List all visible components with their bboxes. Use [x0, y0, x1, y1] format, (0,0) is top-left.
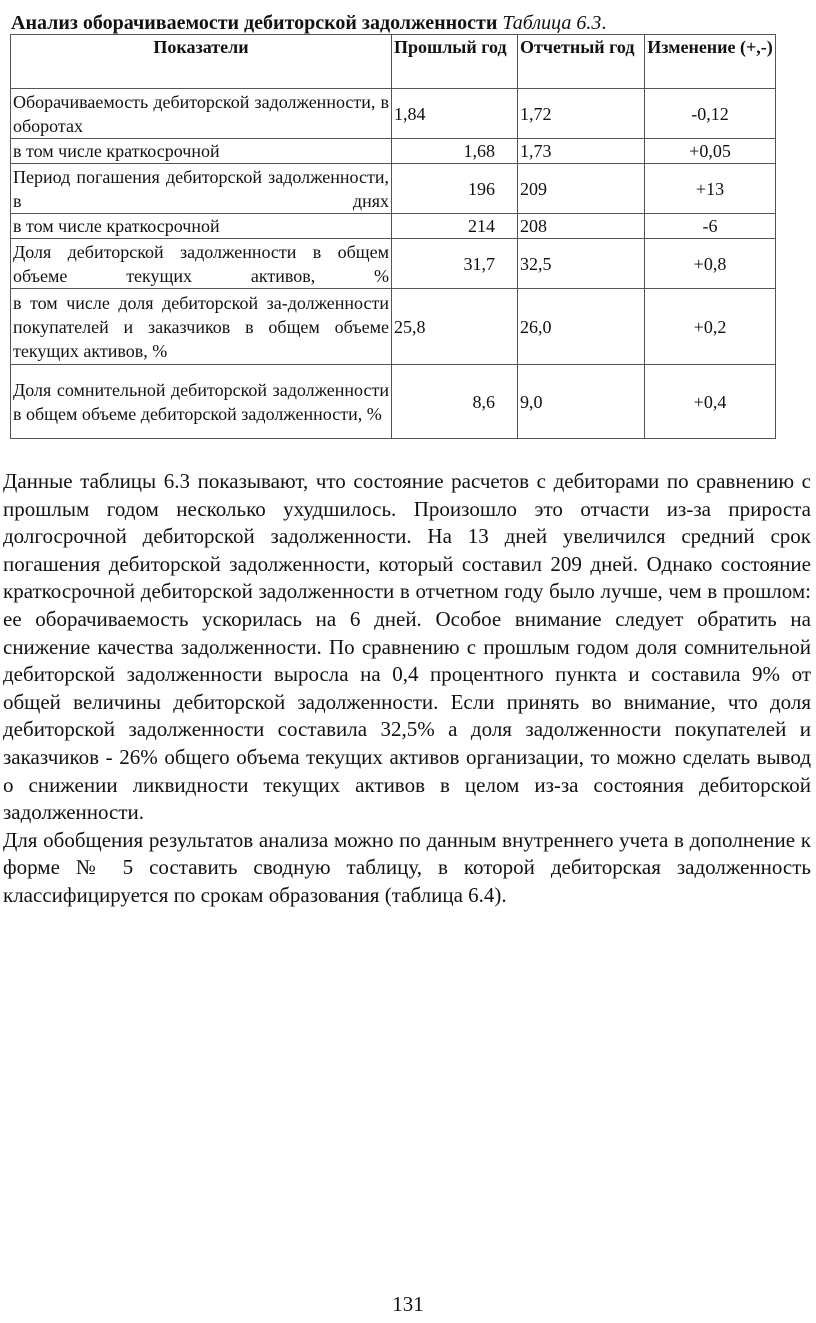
row-change-value: +0,8: [645, 239, 776, 289]
table-row: [11, 365, 776, 439]
row-prev-value: 25,8: [392, 289, 518, 365]
table-title-end: .: [601, 12, 607, 34]
table-row: [11, 89, 776, 139]
row-label: Доля дебиторской задолженности в общем объеме текущих активов, %: [11, 239, 392, 289]
table-row: [11, 139, 776, 164]
table-number: Таблица 6.3: [502, 12, 602, 34]
header-change: Изменение (+,-): [645, 35, 776, 89]
row-current-value: 209: [518, 164, 645, 214]
row-change-value: +0,4: [645, 365, 776, 439]
row-current-value: 1,72: [518, 89, 645, 139]
row-prev-value: 196: [392, 164, 518, 214]
row-current-value: 208: [518, 214, 645, 239]
row-change-value: +0,2: [645, 289, 776, 365]
paragraph: Для обобщения результатов анализа можно по данным внутреннего учета в дополнение к форме № 5 составить сводную таблицу, в которой дебиторская задолженность классифицируется по срокам образования (таблица 6.4).: [3, 827, 811, 907]
row-current-value: 1,73: [518, 139, 645, 164]
row-prev-value: 1,68: [392, 139, 518, 164]
header-indicator: Показатели: [11, 35, 392, 89]
row-prev-value: 8,6: [392, 365, 518, 439]
table-header-row: [11, 35, 776, 89]
row-prev-value: 1,84: [392, 89, 518, 139]
row-change-value: +0,05: [645, 139, 776, 164]
turnover-table: [10, 34, 776, 439]
row-change-value: -0,12: [645, 89, 776, 139]
table-row: [11, 239, 776, 289]
row-label: Период погашения дебиторской задолженности, в днях: [11, 164, 392, 214]
row-current-value: 9,0: [518, 365, 645, 439]
row-label: Оборачиваемость дебиторской задолженности, в оборотах: [11, 89, 392, 139]
table-title: [11, 10, 811, 36]
paragraph: Данные таблицы 6.3 показывают, что состояние расчетов с дебиторами по сравнению с прошлым годом несколько ухудшилось. Произошло это отчасти из-за прироста долгосрочной дебиторской задолженности. На 13 дней увеличился средний срок погашения дебиторской задолженности, который составил 209 дней. Однако состояние краткосрочной дебиторской задолженности в отчетном году было лучше, чем в прошлом: ее оборачиваемость ускорилась на 6 дней. Особое внимание следует обратить на снижение качества задолженности. По сравнению с прошлым годом доля сомнительной дебиторской задолженности выросла на 0,4 процентного пункта и составила 9% от общей величины дебиторской задолженности. Если принять во внимание, что доля дебиторской задолженности составила 32,5% а доля задолженности покупателей и заказчиков - 26% общего объема текущих активов организации, то можно сделать вывод о снижении ликвидности текущих активов в целом из-за состояния дебиторской задолженности.: [3, 469, 811, 825]
header-current-year: Отчетный год: [518, 35, 645, 89]
row-label: в том числе краткосрочной: [11, 214, 392, 239]
row-change-value: +13: [645, 164, 776, 214]
row-label: Доля сомнительной дебиторской задолженности в общем объеме дебиторской задолженности, %: [11, 365, 392, 439]
row-change-value: -6: [645, 214, 776, 239]
row-label: в том числе краткосрочной: [11, 139, 392, 164]
row-current-value: 26,0: [518, 289, 645, 365]
table-row: [11, 214, 776, 239]
row-prev-value: 31,7: [392, 239, 518, 289]
row-current-value: 32,5: [518, 239, 645, 289]
table-row: [11, 164, 776, 214]
header-prev-year: Прошлый год: [392, 35, 518, 89]
row-prev-value: 214: [392, 214, 518, 239]
body-text: [3, 468, 811, 910]
page-number: 131: [392, 1292, 424, 1316]
table-row: [11, 289, 776, 365]
table-title-bold: Анализ оборачиваемости дебиторской задолженности: [11, 12, 498, 34]
row-label: в том числе доля дебиторской за-долженности покупателей и заказчиков в общем объеме текущих активов, %: [11, 289, 392, 365]
